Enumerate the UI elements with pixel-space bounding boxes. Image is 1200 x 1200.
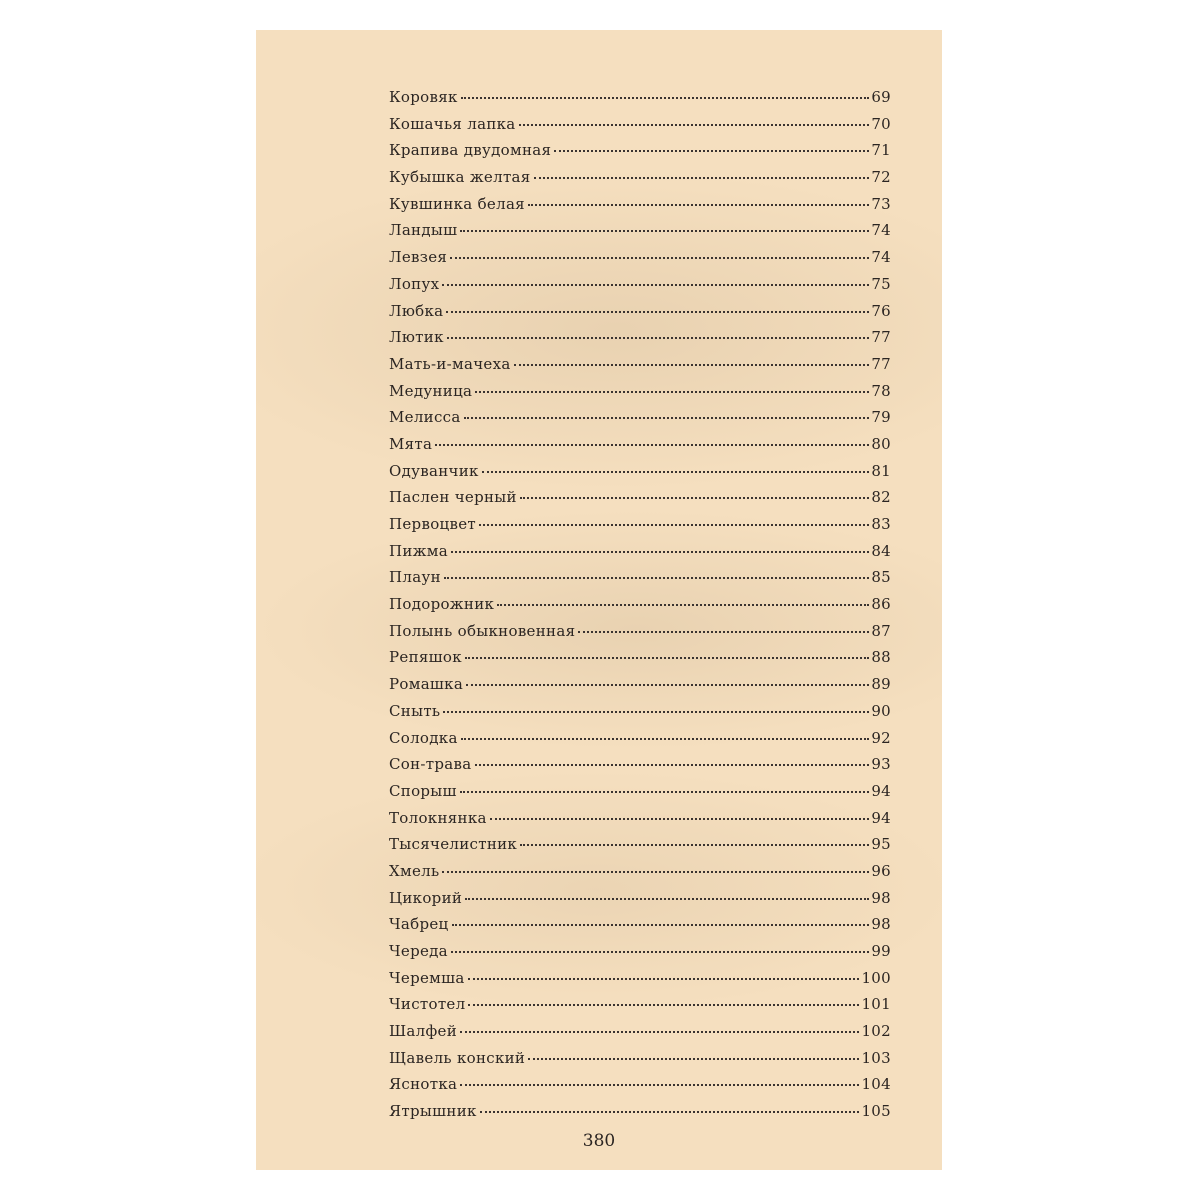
dot-leader: [480, 1111, 860, 1113]
dot-leader: [444, 577, 869, 579]
toc-entry-page: 93: [871, 755, 891, 774]
toc-entry-page: 102: [861, 1022, 891, 1041]
toc-entry-title: Сон-трава: [389, 755, 472, 774]
toc-entry-title: Солодка: [389, 728, 458, 747]
toc-entry-page: 98: [871, 915, 891, 934]
toc-entry-title: Лопух: [389, 274, 440, 293]
dot-leader: [460, 1031, 859, 1033]
toc-entry-title: Пижма: [389, 541, 448, 560]
dot-leader: [479, 524, 869, 526]
toc-entry: [389, 1102, 891, 1129]
toc-entry-page: 80: [871, 434, 891, 453]
toc-entry: [389, 328, 891, 355]
toc-entry: [389, 168, 891, 195]
toc-entry-page: 73: [871, 194, 891, 213]
toc-entry-page: 92: [871, 728, 891, 747]
toc-entry-title: Ромашка: [389, 675, 464, 694]
toc-entry-title: Коровяк: [389, 88, 458, 106]
toc-entry: [389, 889, 891, 916]
toc-entry: [389, 408, 891, 435]
toc-entry-page: 100: [861, 968, 891, 987]
toc-entry-page: 94: [871, 808, 891, 827]
toc-entry-page: 70: [871, 114, 891, 133]
toc-entry-page: 103: [861, 1048, 891, 1067]
dot-leader: [435, 444, 869, 446]
toc-entry: [389, 542, 891, 569]
toc-entry-title: Мята: [389, 434, 433, 453]
dot-leader: [468, 1004, 859, 1006]
toc-entry: [389, 648, 891, 675]
toc-entry-page: 101: [861, 995, 891, 1014]
toc-entry-title: Левзея: [389, 248, 448, 267]
dot-leader: [460, 230, 869, 232]
dot-leader: [451, 951, 869, 953]
dot-leader: [554, 150, 869, 152]
toc-entry: [389, 969, 891, 996]
toc-entry-page: 89: [871, 675, 891, 694]
toc-entry: [389, 702, 891, 729]
dot-leader: [490, 818, 870, 820]
table-of-contents: [389, 88, 891, 1129]
toc-entry: [389, 809, 891, 836]
toc-entry: [389, 995, 891, 1022]
toc-entry: [389, 1022, 891, 1049]
toc-entry: [389, 515, 891, 542]
toc-entry-title: Первоцвет: [389, 515, 477, 533]
toc-entry-title: Череда: [389, 942, 448, 960]
toc-entry-title: Паслен черный: [389, 488, 517, 507]
toc-entry: [389, 115, 891, 142]
toc-entry: [389, 302, 891, 329]
toc-entry: [389, 835, 891, 862]
toc-entry-page: 74: [871, 221, 891, 240]
toc-entry: [389, 1049, 891, 1076]
toc-entry-page: 83: [871, 515, 891, 533]
toc-entry: [389, 622, 891, 649]
dot-leader: [466, 684, 869, 686]
toc-entry-title: Одуванчик: [389, 461, 479, 480]
toc-entry: [389, 942, 891, 969]
dot-leader: [475, 764, 870, 766]
toc-entry-page: 88: [871, 648, 891, 667]
toc-entry-page: 81: [871, 461, 891, 480]
dot-leader: [446, 311, 869, 313]
toc-entry-page: 95: [871, 835, 891, 854]
toc-entry-page: 99: [871, 942, 891, 960]
toc-entry-title: Ятрышник: [389, 1102, 477, 1121]
toc-entry-page: 85: [871, 568, 891, 587]
toc-entry-page: 71: [871, 141, 891, 160]
toc-entry: [389, 568, 891, 595]
toc-entry-page: 77: [871, 354, 891, 373]
toc-entry-title: Крапива двудомная: [389, 141, 552, 160]
toc-entry: [389, 382, 891, 409]
dot-leader: [475, 391, 869, 393]
toc-entry-page: 90: [871, 701, 891, 720]
toc-entry-title: Чабрец: [389, 915, 449, 934]
toc-entry: [389, 755, 891, 782]
toc-entry-title: Кубышка желтая: [389, 168, 531, 187]
toc-entry-page: 96: [871, 861, 891, 880]
dot-leader: [465, 898, 869, 900]
toc-entry: [389, 675, 891, 702]
toc-entry-title: Плаун: [389, 568, 441, 587]
dot-leader: [468, 978, 860, 980]
dot-leader: [452, 924, 870, 926]
toc-entry: [389, 141, 891, 168]
dot-leader: [520, 497, 869, 499]
toc-entry-title: Хмель: [389, 861, 440, 880]
toc-entry: [389, 488, 891, 515]
toc-entry-page: 77: [871, 328, 891, 347]
dot-leader: [461, 97, 870, 99]
toc-entry-title: Мать-и-мачеха: [389, 354, 511, 373]
toc-entry-title: Лютик: [389, 328, 444, 347]
dot-leader: [497, 604, 869, 606]
dot-leader: [578, 631, 869, 633]
toc-entry: [389, 1075, 891, 1102]
toc-entry-title: Чистотел: [389, 995, 466, 1014]
dot-leader: [451, 551, 869, 553]
toc-entry-title: Тысячелистник: [389, 835, 518, 854]
book-page: [256, 30, 942, 1170]
toc-entry: [389, 275, 891, 302]
toc-entry-title: Кувшинка белая: [389, 194, 525, 213]
dot-leader: [443, 711, 869, 713]
dot-leader: [519, 124, 870, 126]
toc-entry-page: 82: [871, 488, 891, 507]
dot-leader: [447, 337, 870, 339]
toc-entry-page: 98: [871, 888, 891, 907]
toc-entry: [389, 862, 891, 889]
toc-entry-page: 72: [871, 168, 891, 187]
toc-entry-title: Подорожник: [389, 595, 495, 614]
toc-entry: [389, 88, 891, 115]
dot-leader: [520, 844, 869, 846]
dot-leader: [528, 204, 869, 206]
toc-entry-title: Черемша: [389, 968, 465, 987]
toc-entry-page: 76: [871, 301, 891, 320]
toc-entry: [389, 782, 891, 809]
dot-leader: [465, 657, 869, 659]
dot-leader: [450, 257, 869, 259]
toc-entry-title: Полынь обыкновенная: [389, 621, 576, 640]
toc-entry-title: Толокнянка: [389, 808, 487, 827]
toc-entry-title: Кошачья лапка: [389, 114, 516, 133]
toc-entry-page: 75: [871, 274, 891, 293]
toc-entry: [389, 355, 891, 382]
toc-entry: [389, 248, 891, 275]
toc-entry-title: Медуница: [389, 381, 473, 400]
toc-entry: [389, 595, 891, 622]
toc-entry-title: Щавель конский: [389, 1048, 526, 1067]
toc-entry-page: 84: [871, 541, 891, 560]
dot-leader: [442, 871, 869, 873]
toc-entry: [389, 462, 891, 489]
toc-entry: [389, 221, 891, 248]
dot-leader: [534, 177, 870, 179]
dot-leader: [461, 738, 870, 740]
toc-entry-page: 104: [861, 1075, 891, 1094]
dot-leader: [460, 791, 870, 793]
toc-entry-title: Ландыш: [389, 221, 458, 240]
toc-entry-title: Цикорий: [389, 888, 463, 907]
dot-leader: [514, 364, 870, 366]
toc-entry: [389, 729, 891, 756]
toc-entry-page: 86: [871, 595, 891, 614]
toc-entry-page: 105: [861, 1102, 891, 1121]
page-number: 380: [582, 1131, 616, 1151]
toc-entry: [389, 195, 891, 222]
dot-leader: [464, 417, 870, 419]
toc-entry-page: 74: [871, 248, 891, 267]
toc-entry-title: Репяшок: [389, 648, 462, 667]
dot-leader: [442, 284, 869, 286]
toc-entry-title: Яснотка: [389, 1075, 458, 1094]
dot-leader: [482, 471, 870, 473]
toc-entry: [389, 915, 891, 942]
toc-entry-page: 87: [871, 621, 891, 640]
toc-entry-page: 94: [871, 781, 891, 800]
toc-entry-title: Сныть: [389, 701, 441, 720]
toc-entry: [389, 435, 891, 462]
toc-entry-page: 69: [871, 88, 891, 106]
toc-entry-title: Мелисса: [389, 408, 461, 427]
dot-leader: [528, 1058, 859, 1060]
dot-leader: [460, 1084, 859, 1086]
toc-entry-title: Любка: [389, 301, 444, 320]
toc-entry-title: Спорыш: [389, 781, 457, 800]
toc-entry-page: 79: [871, 408, 891, 427]
toc-entry-title: Шалфей: [389, 1022, 458, 1041]
toc-entry-page: 78: [871, 381, 891, 400]
